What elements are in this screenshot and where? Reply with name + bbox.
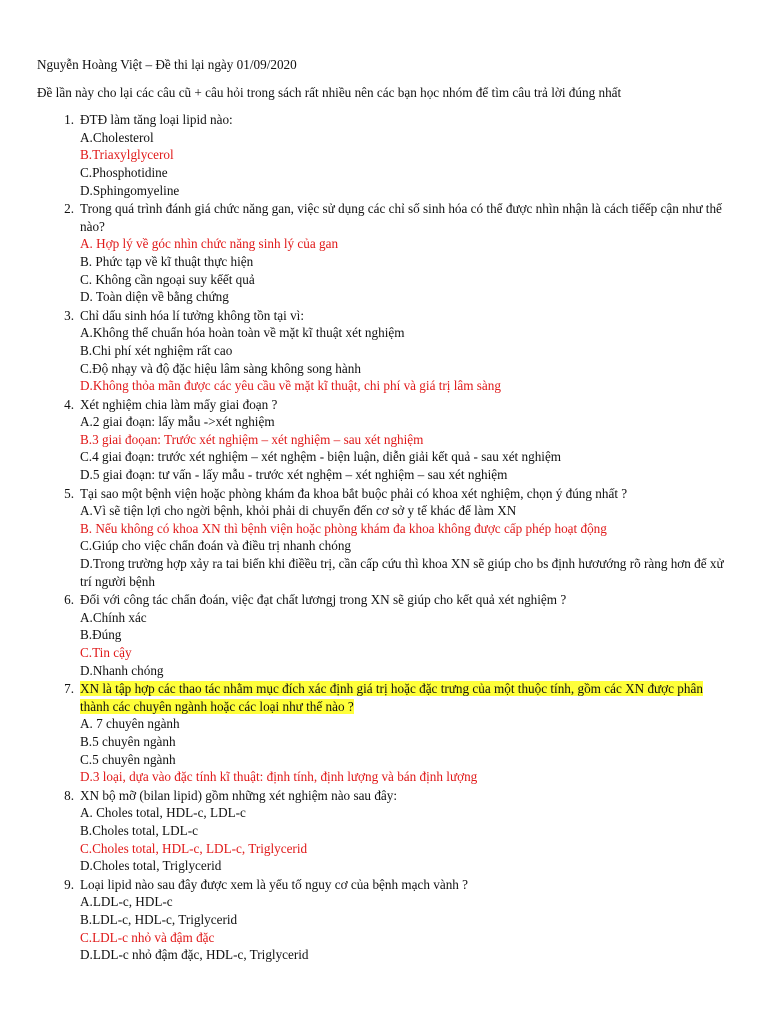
answer-option: C. Không cần ngoại suy kếết quả	[80, 271, 255, 287]
question-9	[64, 876, 728, 964]
answer-option-correct: C.Choles total, HDL-c, LDL-c, Triglycerid	[80, 840, 308, 856]
question-list	[37, 111, 728, 964]
question-text-highlighted: XN là tập hợp các thao tác nhằm mục đích xác định giá trị hoặc đặc trưng của một thuộc tính, gồm các XN được phân thành các chuyên ngành hoặc các loại như thế nào ?	[80, 681, 703, 714]
question-number: 9.	[64, 876, 74, 892]
answer-option: C.5 chuyên ngành	[80, 751, 176, 767]
answer-option-correct: C.LDL-c nhỏ và đậm đặc	[80, 929, 215, 945]
question-text: Xét nghiệm chia làm mấy giai đoạn ?	[80, 396, 278, 412]
question-number: 3.	[64, 307, 74, 323]
document-header: Nguyễn Hoàng Việt – Đề thi lại ngày 01/09/2020	[37, 57, 297, 72]
question-text: Trong quá trình đánh giá chức năng gan, việc sử dụng các chỉ số sinh hóa có thể được nhìn nhận là cách tiếếp cận như thế nào?	[80, 201, 722, 234]
answer-option: A. Choles total, HDL-c, LDL-c	[80, 805, 246, 821]
answer-option: A.Chính xác	[80, 609, 147, 625]
answer-option: D.Choles total, Triglycerid	[80, 858, 222, 874]
answer-option: C.Giúp cho việc chẩn đoán và điều trị nhanh chóng	[80, 538, 352, 554]
question-3	[64, 307, 728, 395]
answer-option: B.Chi phí xét nghiệm rất cao	[80, 342, 233, 358]
answer-option: D.5 giai đoạn: tư vấn - lấy mẫu - trước xét nghệm – xét nghiệm – sau xét nghiệm	[80, 467, 508, 483]
question-8	[64, 787, 728, 875]
question-number: 1.	[64, 112, 74, 128]
question-2	[64, 200, 728, 306]
document-intro: Đề lần này cho lại các câu cũ + câu hỏi trong sách rất nhiều nên các bạn học nhóm để tìm câu trả lời đúng nhất	[37, 84, 622, 100]
question-6	[64, 591, 728, 679]
question-7	[64, 680, 728, 786]
question-text: Chỉ dấu sinh hóa lí tưởng không tồn tại vì:	[80, 307, 305, 323]
question-5	[64, 485, 728, 591]
answer-option: A.Cholesterol	[80, 129, 154, 145]
answer-option: B.Choles total, LDL-c	[80, 822, 198, 838]
answer-option: D.Trong trường hợp xảy ra tai biến khi điềều trị, cần cấp cứu thì khoa XN sẽ giúp cho bs định hươướng rõ ràng hơn để xử trí người bệnh	[80, 556, 724, 589]
question-number: 5.	[64, 485, 74, 501]
answer-option: A.LDL-c, HDL-c	[80, 894, 173, 910]
question-number: 4.	[64, 396, 74, 412]
answer-option: A.Không thể chuẩn hóa hoàn toàn về mặt kĩ thuật xét nghiệm	[80, 325, 405, 341]
answer-option: A.Vì sẽ tiện lợi cho ngời bệnh, khỏi phải di chuyển đến cơ sở y tế khác để làm XN	[80, 503, 517, 519]
question-4	[64, 396, 728, 484]
answer-option: C.Phosphotidine	[80, 164, 168, 180]
question-number: 7.	[64, 681, 74, 697]
answer-option: A. 7 chuyên ngành	[80, 716, 180, 732]
answer-option-correct: D.Không thỏa mãn được các yêu cầu về mặt kĩ thuật, chi phí và giá trị lâm sàng	[80, 378, 501, 394]
answer-option-correct: A. Hợp lý về góc nhìn chức năng sinh lý của gan	[80, 236, 339, 252]
answer-option: B.Đúng	[80, 627, 122, 643]
answer-option: C.4 giai đoạn: trước xét nghiệm – xét nghệm - biện luận, diễn giải kết quả - sau xét nghiệm	[80, 449, 562, 465]
answer-option: A.2 giai đoạn: lấy mẫu ->xét nghiệm	[80, 414, 275, 430]
question-number: 8.	[64, 787, 74, 803]
question-1	[64, 111, 728, 199]
question-text: ĐTĐ làm tăng loại lipid nào:	[80, 112, 233, 128]
answer-option: D. Toàn diện về bằng chứng	[80, 289, 229, 305]
question-text: Đối với công tác chẩn đoán, việc đạt chất lươngj trong XN sẽ giúp cho kết quả xét nghiệm ?	[80, 592, 567, 608]
answer-option: C.Độ nhạy và độ đặc hiệu lâm sàng không song hành	[80, 360, 361, 376]
answer-option: D.Sphingomyeline	[80, 182, 180, 198]
answer-option: B.LDL-c, HDL-c, Triglycerid	[80, 911, 238, 927]
answer-option: D.LDL-c nhỏ đậm đặc, HDL-c, Triglycerid	[80, 947, 309, 963]
question-text: XN bộ mỡ (bilan lipid) gồm những xét nghiệm nào sau đây:	[80, 787, 398, 803]
answer-option-correct: B. Nếu không có khoa XN thì bệnh viện hoặc phòng khám đa khoa không được cấp phép hoạt động	[80, 520, 607, 536]
answer-option: B.5 chuyên ngành	[80, 733, 176, 749]
question-text: Tại sao một bệnh viện hoặc phòng khám đa khoa bắt buộc phải có khoa xét nghiệm, chọn ý đúng nhất ?	[80, 485, 628, 501]
answer-option: B. Phức tạp về kĩ thuật thực hiện	[80, 253, 254, 269]
answer-option-correct: C.Tin cậy	[80, 645, 132, 660]
answer-option-correct: D.3 loại, dựa vào đặc tính kĩ thuật: định tính, định lượng và bán định lượng	[80, 769, 478, 785]
question-text: Loại lipid nào sau đây được xem là yếu tố nguy cơ của bệnh mạch vành ?	[80, 876, 469, 892]
answer-option-correct: B.Triaxylglycerol	[80, 147, 174, 163]
question-number: 6.	[64, 592, 74, 608]
answer-option: D.Nhanh chóng	[80, 662, 164, 678]
question-number: 2.	[64, 201, 74, 217]
answer-option-correct: B.3 giai đoọan: Trước xét nghiệm – xét nghiệm – sau xét nghiệm	[80, 431, 424, 447]
